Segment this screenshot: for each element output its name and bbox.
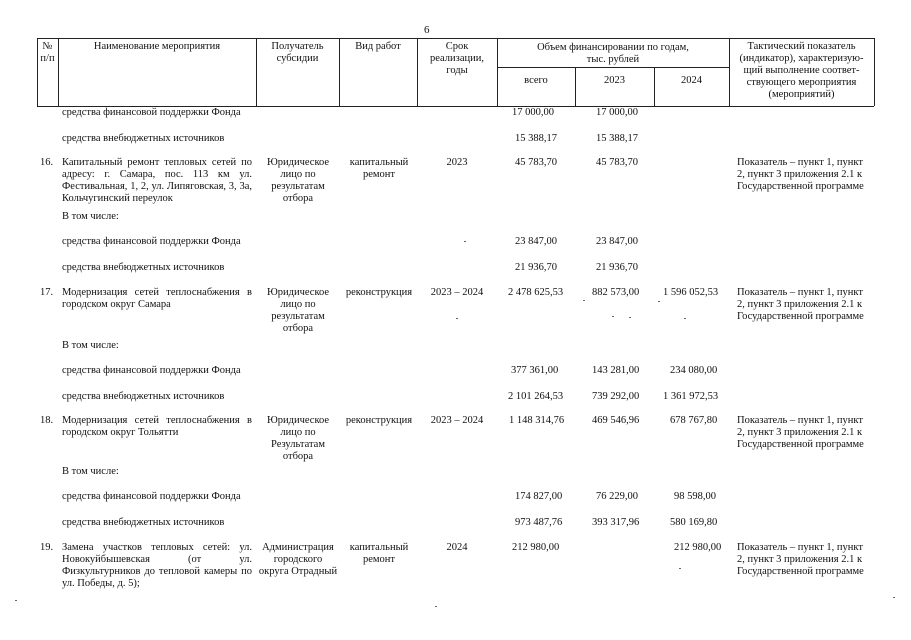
row-recipient: Юридическое лицо по Результатам отбора	[266, 415, 330, 462]
incl-label: В том числе:	[62, 211, 119, 222]
row-indicator: Показатель – пункт 1, пункт 2, пункт 3 приложения 2.1 к Государственной программе	[737, 287, 864, 322]
row-label: средства внебюджетных источников	[62, 391, 225, 402]
row-label: средства финансовой поддержки Фонда	[62, 236, 241, 247]
cell-total: 17 000,00	[512, 107, 554, 118]
row-indicator: Показатель – пункт 1, пункт 2, пункт 3 приложения 2.1 к Государственной программе	[737, 415, 864, 450]
header-indicator: Тактический показатель (индикатор), характеризую- щий выполнение соответ- ствующего мероприятия (мероприятий)	[739, 41, 864, 100]
header-work-type: Вид работ	[355, 41, 401, 52]
cell-total: 2 101 264,53	[508, 391, 564, 402]
cell-total: 174 827,00	[515, 491, 563, 502]
cell-total: 377 361,00	[511, 365, 559, 376]
cell-total: 21 936,70	[515, 262, 557, 273]
row-label: средства финансовой поддержки Фонда	[62, 491, 241, 502]
row-work-type: реконструкция	[345, 415, 413, 426]
row-label: средства финансовой поддержки Фонда	[62, 107, 241, 118]
row-number: 18.	[40, 415, 54, 426]
header-2023: 2023	[604, 75, 625, 86]
page-number: 6	[424, 24, 430, 36]
cell-2024: 580 169,80	[670, 517, 718, 528]
row-number: 16.	[40, 157, 54, 168]
row-recipient: Юридическое лицо по результатам отбора	[266, 157, 330, 204]
header-num: № п/п	[40, 41, 55, 64]
cell-2023: 469 546,96	[592, 415, 640, 426]
cell-2023: 393 317,96	[592, 517, 640, 528]
row-period: 2023	[446, 157, 468, 168]
row-work-type: капитальный ремонт	[349, 157, 409, 180]
cell-2023: 143 281,00	[592, 365, 640, 376]
header-2024: 2024	[681, 75, 702, 86]
incl-label: В том числе:	[62, 466, 119, 477]
cell-2024: 98 598,00	[674, 491, 716, 502]
cell-total: 23 847,00	[515, 236, 557, 247]
cell-2023: 21 936,70	[596, 262, 638, 273]
cell-2024: 234 080,00	[670, 365, 718, 376]
header-total: всего	[524, 75, 548, 86]
row-label: средства финансовой поддержки Фонда	[62, 365, 241, 376]
header-name: Наименование мероприятия	[93, 41, 221, 52]
row-name: Модернизация сетей теплоснабжения в городском округ Самара	[62, 287, 252, 310]
cell-2023: 23 847,00	[596, 236, 638, 247]
row-work-type: реконструкция	[345, 287, 413, 298]
cell-2023: 882 573,00	[592, 287, 640, 298]
cell-total: 45 783,70	[515, 157, 557, 168]
header-period: Срок реализации, годы	[430, 41, 484, 76]
row-indicator: Показатель – пункт 1, пункт 2, пункт 3 приложения 2.1 к Государственной программе	[737, 157, 864, 192]
row-period: 2023 – 2024	[430, 415, 484, 426]
row-name: Модернизация сетей теплоснабжения в городском округ Тольятти	[62, 415, 252, 438]
row-number: 17.	[40, 287, 54, 298]
cell-2023: 45 783,70	[596, 157, 638, 168]
cell-total: 2 478 625,53	[508, 287, 564, 298]
cell-total: 15 388,17	[515, 133, 557, 144]
row-recipient: Администрация городского округа Отрадный	[258, 542, 338, 577]
row-indicator: Показатель – пункт 1, пункт 2, пункт 3 приложения 2.1 к Государственной программе	[737, 542, 864, 577]
cell-total: 973 487,76	[515, 517, 563, 528]
cell-2023: 739 292,00	[592, 391, 640, 402]
header-funding-group: Объем финансировании по годам, тыс. рублей	[537, 42, 689, 65]
cell-2024: 212 980,00	[674, 542, 722, 553]
row-work-type: капитальный ремонт	[349, 542, 409, 565]
row-label: средства внебюджетных источников	[62, 133, 225, 144]
incl-label: В том числе:	[62, 340, 119, 351]
cell-2024: 1 596 052,53	[663, 287, 719, 298]
row-label: средства внебюджетных источников	[62, 262, 225, 273]
cell-2023: 17 000,00	[596, 107, 638, 118]
cell-total: 1 148 314,76	[509, 415, 565, 426]
row-number: 19.	[40, 542, 54, 553]
cell-2024: 1 361 972,53	[663, 391, 719, 402]
row-name: Капитальный ремонт тепловых сетей по адресу: г. Самара, пос. 113 км ул. Фестивальная, 1, 2, ул. Липяговская, 3, 3а, Кольчугинский переулок	[62, 157, 252, 204]
row-period: 2024	[446, 542, 468, 553]
header-recipient: Получатель субсидии	[271, 41, 324, 64]
row-period: 2023 – 2024	[430, 287, 484, 298]
row-label: средства внебюджетных источников	[62, 517, 225, 528]
cell-2024: 678 767,80	[670, 415, 718, 426]
cell-2023: 15 388,17	[596, 133, 638, 144]
row-name: Замена участков тепловых сетей: ул. Новокуйбышевская (от ул. Физкультурников до тепловой камеры по ул. Победы, д. 5);	[62, 542, 252, 589]
cell-2023: 76 229,00	[596, 491, 638, 502]
cell-total: 212 980,00	[512, 542, 560, 553]
row-recipient: Юридическое лицо по результатам отбора	[266, 287, 330, 334]
